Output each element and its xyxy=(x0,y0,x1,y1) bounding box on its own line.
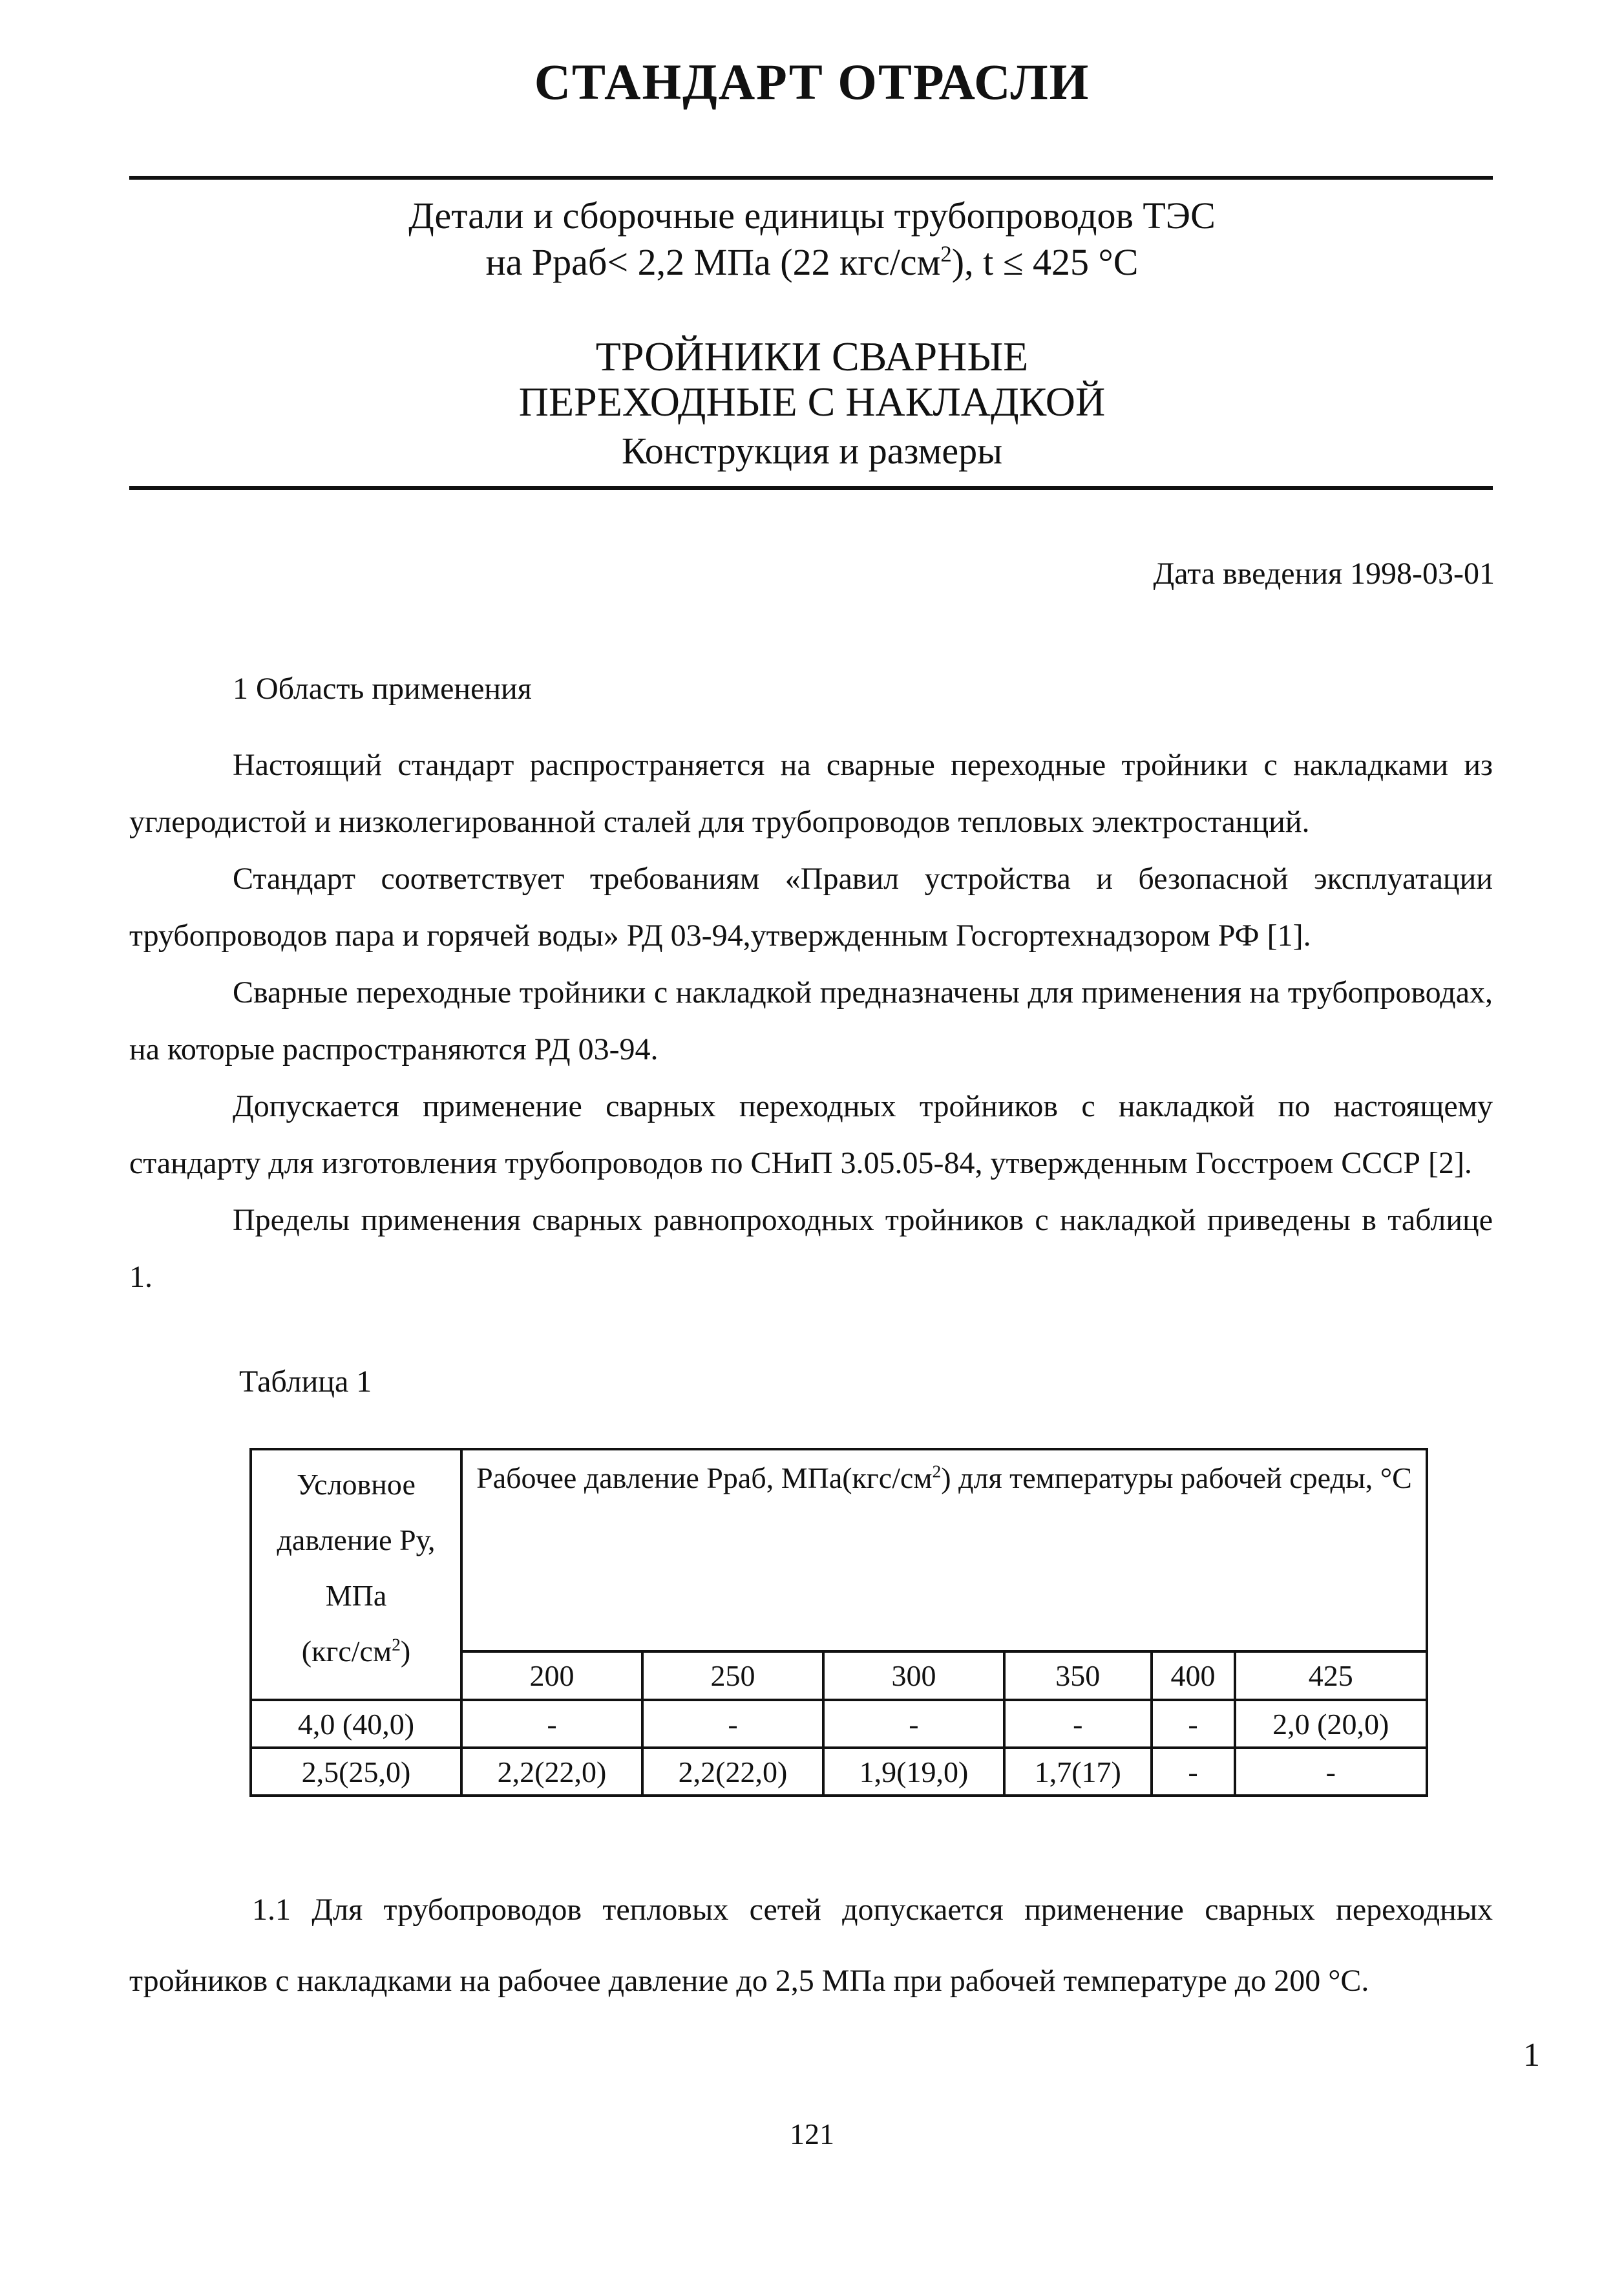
value-cell: 2,2(22,0) xyxy=(461,1748,642,1796)
paragraph: Настоящий стандарт распространяется на сварные переходные тройники с накладками из углеродистой и низколегированной сталей для трубопроводов тепловых электростанций. xyxy=(129,748,1493,839)
value-cell: - xyxy=(461,1700,642,1748)
table-row xyxy=(251,1748,1427,1796)
top-rule xyxy=(129,176,1493,180)
pressure-cell: 4,0 (40,0) xyxy=(251,1700,461,1748)
temp-cell: 425 xyxy=(1235,1651,1428,1700)
nominal-pressure-header: Условное давление Ру, МПа $(кгс/см^2)$ xyxy=(251,1449,461,1700)
doc-title-line-1: ТРОЙНИКИ СВАРНЫЕ xyxy=(595,334,1029,379)
table-header-row xyxy=(251,1449,1427,1651)
value-cell: 2,0 (20,0) xyxy=(1235,1700,1428,1748)
paragraph: Стандарт соответствует требованиям «Правил устройства и безопасной эксплуатации трубопроводов пара и горячей воды» РД 03-94,утвержденным Госгортехнадзором РФ [1]. xyxy=(129,862,1493,953)
value-cell: 1,9(19,0) xyxy=(823,1748,1004,1796)
section-heading: 1 Область применения xyxy=(233,672,532,706)
temp-cell: 250 xyxy=(642,1651,823,1700)
corner-page-marker: 1 xyxy=(1523,2037,1540,2074)
temp-cell: 350 xyxy=(1004,1651,1152,1700)
note-paragraph: 1.1 Для трубопроводов тепловых сетей допускается применение сварных переходных тройников с накладками на рабочее давление до 2,5 МПа при рабочей температуре до 200 °С. xyxy=(129,1893,1493,1998)
value-cell: - xyxy=(1004,1700,1152,1748)
value-cell: - xyxy=(823,1700,1004,1748)
introduction-date: Дата введения 1998-03-01 xyxy=(1153,557,1495,591)
temp-cell: 400 xyxy=(1152,1651,1235,1700)
value-cell: 1,7(17) xyxy=(1004,1748,1152,1796)
table-caption: Таблица 1 xyxy=(239,1364,372,1399)
limits-table xyxy=(249,1448,1428,1797)
value-cell: - xyxy=(1152,1748,1235,1796)
doc-title-line-2: ПЕРЕХОДНЫЕ С НАКЛАДКОЙ xyxy=(518,379,1106,425)
paragraph: Сварные переходные тройники с накладкой предназначены для применения на трубопроводах, на которые распространяются РД 03-94. xyxy=(129,975,1493,1066)
section-body xyxy=(129,737,1493,1306)
bottom-rule xyxy=(129,486,1493,490)
subtitle-line-2: на Рраб< 2,2 МПа (22 кгс/$см^2$), t ≤ 425 °С xyxy=(485,241,1139,283)
working-pressure-header: Рабочее давление Рраб, $МПа(кгс/см^2)$ для температуры рабочей среды, °С xyxy=(461,1449,1427,1651)
paragraph: Допускается применение сварных переходных тройников с накладкой по настоящему стандарту для изготовления трубопроводов по СНиП 3.05.05-84, утвержденным Госстроем СССР [2]. xyxy=(129,1089,1493,1180)
value-cell: - xyxy=(642,1700,823,1748)
value-cell: - xyxy=(1235,1748,1428,1796)
temp-cell: 300 xyxy=(823,1651,1004,1700)
pressure-cell: 2,5(25,0) xyxy=(251,1748,461,1796)
table-row xyxy=(251,1700,1427,1748)
value-cell: - xyxy=(1152,1700,1235,1748)
subtitle-line-1: Детали и сборочные единицы трубопроводов ТЭС xyxy=(408,195,1216,237)
value-cell: 2,2(22,0) xyxy=(642,1748,823,1796)
paragraph: Пределы применения сварных равнопроходных тройников с накладкой приведены в таблице 1. xyxy=(129,1203,1493,1294)
page-number: 121 xyxy=(790,2117,834,2150)
doc-title-line-3: Конструкция и размеры xyxy=(621,430,1003,472)
temp-cell: 200 xyxy=(461,1651,642,1700)
standard-heading: СТАНДАРТ ОТРАСЛИ xyxy=(534,54,1090,110)
